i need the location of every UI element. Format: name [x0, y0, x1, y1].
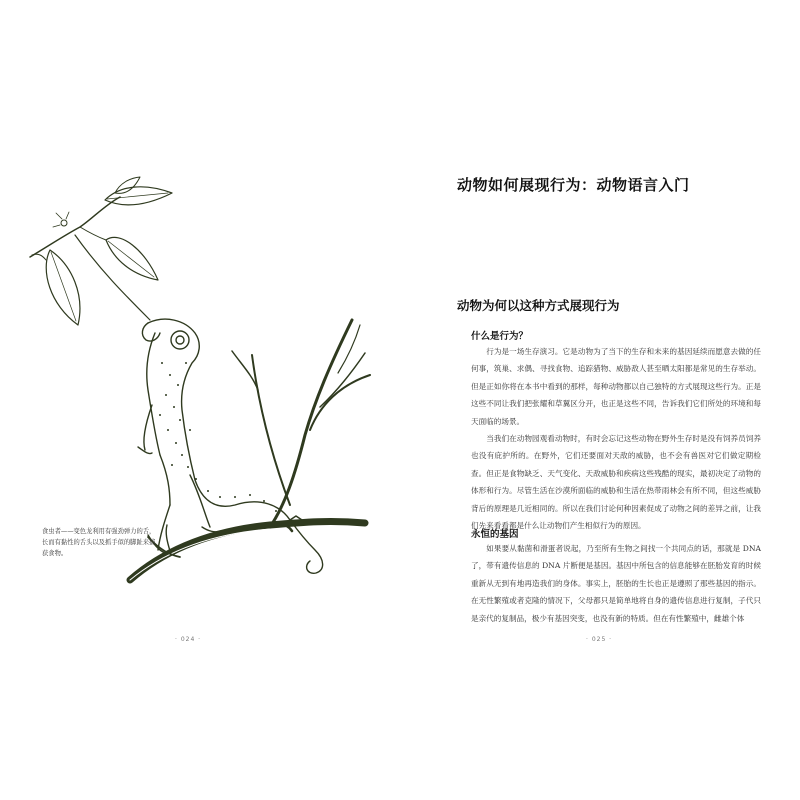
chapter-title: 动物如何展现行为：动物语言入门 [457, 176, 690, 194]
figure-caption: 食虫者——变色龙利用有强劲弹力的舌，长而有黏性的舌头以及抓手似的脚趾来捕获食物。 [42, 528, 156, 557]
stem [30, 197, 120, 257]
right-page [400, 0, 800, 800]
subsection-heading: 永恒的基因 [471, 529, 519, 540]
subsection-heading: 什么是行为？ [471, 331, 529, 342]
page-number-right: · 025 · [586, 636, 613, 643]
body-text [471, 343, 761, 534]
chameleon-body [138, 319, 323, 573]
paragraph: 当我们在动物园观看动物时，有时会忘记这些动物在野外生存时是没有饲养员饲养也没有庇护所的。在野外，它们还要面对天敌的威胁，也不会有兽医对它们做定期检查。但正是食物缺乏、天气变化、天敌威胁和疾病这些残酷的现实，最初决定了动物的体形和行为。尽管生活在沙漠所面临的威胁和生活在热带雨林会有所不同，但这些威胁背后的原理是几近相同的。所以在我们讨论何种因素促成了动物之间的差异之前，让我们先来看看都是什么让动物们产生相似行为的原因。 [471, 434, 761, 531]
leaf-4 [46, 250, 80, 325]
section-title: 动物为何以这种方式展现行为 [457, 298, 620, 313]
body-text [471, 540, 761, 627]
paragraph: 如果要从黏菌和滑蛋者说起，乃至所有生物之间找一个共同点的话，那就是 DNA 了，带有遗传信息的 DNA 片断便是基因。基因中所包含的信息能够在胚胎发育的时候重新从无到有地再造我们的身体。事实上，胚胎的生长也正是遵照了那些基因的指示。在无性繁殖或者克隆的情况下，父母都只是简单地将自身的遗传信息进行复制，子代只是亲代的复制品，极少有基因突变，也没有新的特质。但在有性繁殖中，雌雄个体 [471, 544, 761, 623]
paragraph: 行为是一场生存演习。它是动物为了当下的生存和未来的基因延续而愿意去做的任何事，筑巢、求偶、寻找食物、追踪猎物、威胁敌人甚至晒太阳都是常见的生存举动。但是正如你将在本书中看到的那样，每种动物都以自己独特的方式展现这些行为。正是这些不同让我们把张耀和草翼区分开，也正是这些不同，告诉我们它们所处的环境和每天面临的场景。 [471, 347, 761, 426]
tongue [75, 235, 150, 320]
page-number-left: · 024 · [175, 636, 202, 643]
